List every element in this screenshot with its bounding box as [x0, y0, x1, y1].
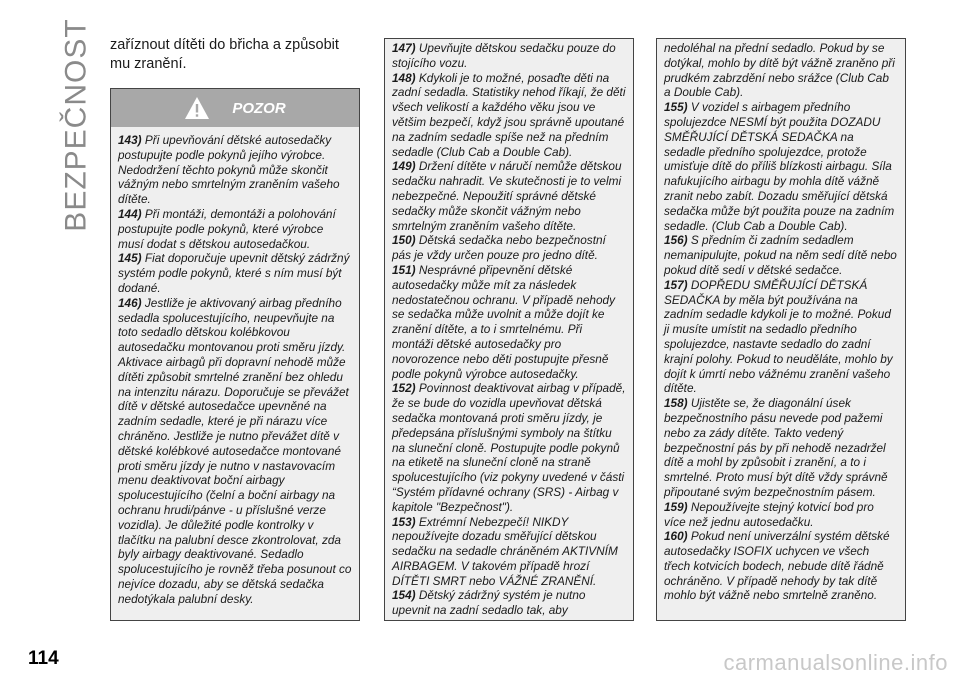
watermark: carmanualsonline.info — [723, 650, 948, 675]
warning-item: 143) Při upevňování dětské autosedačky postupujte podle pokynů jejího výrobce. Nedodržení těchto pokynů může skončit vážným nebo smrtelným zraněním vašeho dítěte. — [118, 133, 340, 207]
warning-item: 148) Kdykoli je to možné, posaďte děti na zadní sedadla. Statistiky nehod říkají, že děti všech velikostí a každého věku jsou ve většim bezpečí, když jsou správně upoutané na zadním sedadle spíše než na předním sedadle (Club Cab a Double Cab). — [392, 70, 626, 159]
warning-triangle-icon — [184, 96, 210, 120]
warning-item: 150) Dětská sedačka nebo bezpečnostní pás je vždy určen pouze pro jedno dítě. — [392, 233, 606, 263]
page-number: 114 — [28, 648, 59, 669]
warning-item: 157) DOPŘEDU SMĚŘUJÍCÍ DĚTSKÁ SEDAČKA by měla být používána na zadním sedadle kdykoli je to možné. Pokud ji musíte umístit na sedadlo předního spolujezdce, nastavte sedadlo do zadní krajní polohy. Pokud to neuděláte, mohlo by dojít k úmrtí nebo vážnému zranění vašeho dítěte. — [664, 277, 893, 396]
warning-item: 146) Jestliže je aktivovaný airbag předního sedadla spolucestujícího, neupevňujte na toto sedadlo dětskou kolébkovou autosedačku montovanou proti směru jízdy. Aktivace airbagů při dopravní nehodě může dítěti způsobit smrtelné zranění bez ohledu na intenzitu nárazu. Doporučuje se převážet dítě v dětské autosedačce upevněné na zadním sedadle, které je při nárazu více chráněno. Jestliže je nutno převážet dítě v dětské kolébkové autosedačce montované proti směru jízdy je nutno v nastavovacím menu deaktivovat boční airbagy spolucestujícího (čelní a boční airbagy na ochranu hrudi/pánve - u příslušné verze vozidla). Je důležité podle kontrolky v tlačítku na palubní desce zkontrolovat, zda byly airbagy deaktivované. Sedadlo spolucestujícího je rovněž třeba posunout co nejvíce dozadu, aby se dětská sedačka nedotýkala palubní desky. — [118, 295, 352, 606]
warning-title: POZOR — [232, 99, 286, 117]
section-side-tab — [52, 18, 102, 232]
intro-text: zaříznout dítěti do břicha a způsobit mu zranění. — [110, 37, 339, 72]
warning-item: 151) Nesprávné připevnění dětské autosedačky může mít za následek nedostatečnou ochranu. V případě nehody se sedačka může uvolnit a může dojít ke zranění dítěte, a to i smrtelnému. Při montáži dětské autosedačky pro novorozence nebo děti postupujte přesně podle pokynů výrobce autosedačky. — [392, 262, 616, 381]
warning-item: 160) Pokud není univerzální systém dětské autosedačky ISOFIX uchycen ve všech třech kotvicích bodech, nebude dítě řádně ochráněno. V případě nehody by tak dítě mohlo být vážně nebo smrtelně zraněno. — [664, 529, 890, 603]
warning-item: 158) Ujistěte se, že diagonální úsek bezpečnostního pásu nevede pod pažemi nebo za zády dítěte. Takto vedený bezpečnostní pás by při nehodě nezadržel dítě a mohl by způsobit i zranění, a to i smrtelné. Proto musí být dítě vždy správně připoutané svým bezpečnostním pásem. — [664, 396, 888, 499]
warning-item: 147) Upevňujte dětskou sedačku pouze do stojícího vozu. — [392, 41, 616, 70]
warning-column-3 — [656, 38, 906, 621]
warning-header — [111, 89, 359, 127]
warning-item: 155) V vozidel s airbagem předního spolujezdce NESMÍ být použita DOZADU SMĚŘUJÍCÍ DĚTSKÁ SEDAČKA na sedadle předního spolujezdce, protože umisťuje dítě do příliš blízkosti airbagu. Síla nafukujícího airbagu by mohla dítě vážně zranit nebo zabít. Dozadu směřující dětská sedačka může být použita pouze na zadním sedadle. (Club Cab a Double Cab). — [664, 100, 895, 233]
warning-box — [110, 88, 360, 621]
warning-item: nedoléhal na přední sedadlo. Pokud by se dotýkal, mohlo by dítě být vážně zraněno při prudkém zabrzdění nebo srážce (Club Cab a Double Cab). — [664, 41, 895, 100]
warning-item: 153) Extrémní Nebezpečí! NIKDY nepoužívejte dozadu směřující dětskou sedačku na sedadle chráněném AKTIVNÍM AIRBAGEM. V takovém případě hrozí DÍTĚTI SMRT nebo VÁŽNÉ ZRANĚNÍ. — [392, 514, 618, 588]
warning-item: 156) S předním či zadním sedadlem nemanipulujte, pokud na něm sedí dítě nebo pokud dítě sedí v dětské sedačce. — [664, 233, 897, 277]
warning-list-1 — [111, 127, 359, 613]
warning-item: 144) Při montáži, demontáži a polohování postupujte podle pokynů, které výrobce musí dodat s dětskou autosedačkou. — [118, 206, 336, 251]
warning-item: 145) Fiat doporučuje upevnit dětský zádržný systém podle pokynů, které s ním musí být dodané. — [118, 251, 350, 295]
warning-column-2 — [384, 38, 634, 621]
warning-item: 154) Dětský zádržný systém je nutno upevnit na zadní sedadlo tak, aby — [392, 588, 586, 618]
warning-item: 152) Povinnost deaktivovat airbag v případě, že se bude do vozidla upevňovat dětská sedačka montovaná proti směru jízdy, je předepsána příslušnými symboly na štítku na sluneční cloně. Postupujte podle pokynů na etiketě na sluneční cloně na straně spolucestujícího (viz pokyny uvedené v části “Systém přídavné ochrany (SRS) - Airbag v kapitole "Bezpečnost"). — [392, 381, 626, 514]
warning-item: 159) Nepoužívejte stejný kotvicí bod pro více než jednu autosedačku. — [664, 499, 874, 529]
warning-list-3 — [657, 39, 905, 605]
warning-list-2 — [385, 39, 633, 620]
warning-item: 149) Držení dítěte v náručí nemůže dětskou sedačku nahradit. Ve skutečnosti je to velmi nebezpečné. Nepoužití správné dětské sedačky může skončit vážným nebo smrtelným zraněním vašeho dítěte. — [392, 159, 622, 233]
section-title: BEZPEČNOST — [60, 18, 93, 232]
